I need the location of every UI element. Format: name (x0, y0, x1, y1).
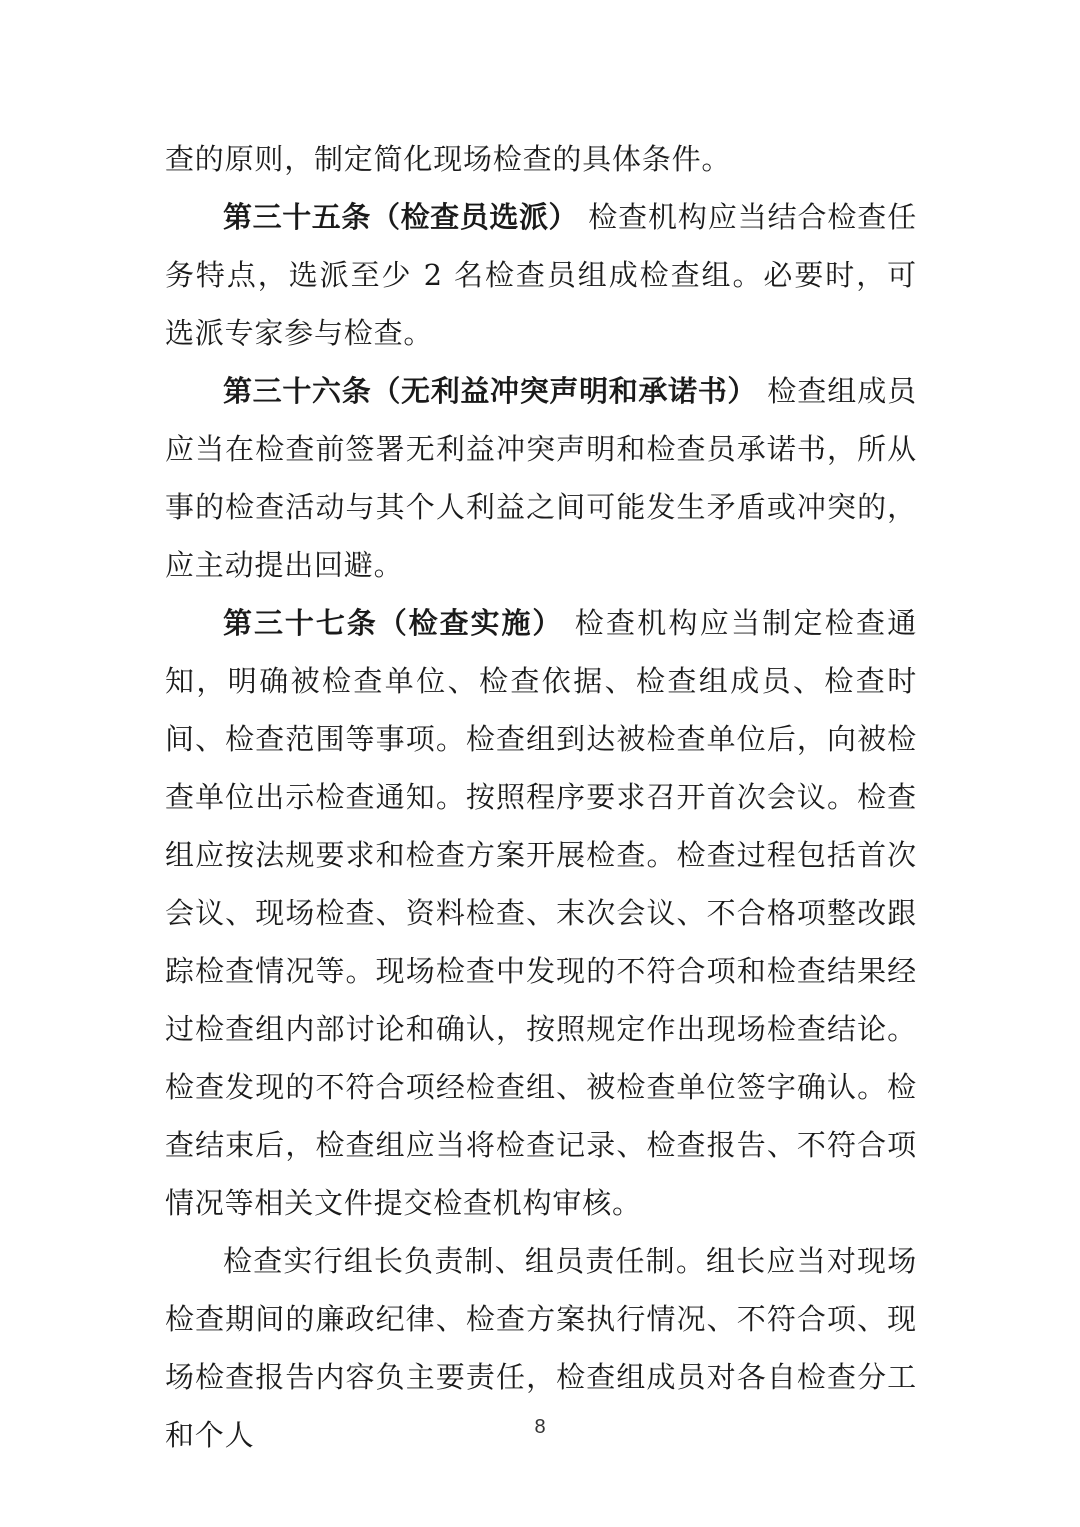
article-37-text: 检查机构应当制定检查通知，明确被检查单位、检查依据、检查组成员、检查时间、检查范围等事项。检查组到达被检查单位后，向被检查单位出示检查通知。按照程序要求召开首次会议。检查组应按法规要求和检查方案开展检查。检查过程包括首次会议、现场检查、资料检查、末次会议、不合格项整改跟踪检查情况等。现场检查中发现的不符合项和检查结果经过检查组内部讨论和确认，按照规定作出现场检查结论。检查发现的不符合项经检查组、被检查单位签字确认。检查结束后，检查组应当将检查记录、检查报告、不符合项情况等相关文件提交检查机构审核。 (165, 606, 917, 1220)
paragraph-continuation (165, 130, 917, 188)
article-35-text: 检查机构应当结合检查任务特点，选派至少 2 名检查员组成检查组。必要时，可选派专家参与检查。 (165, 200, 917, 350)
article-36-text: 检查组成员应当在检查前签署无利益冲突声明和检查员承诺书，所从事的检查活动与其个人利益之间可能发生矛盾或冲突的，应主动提出回避。 (165, 374, 917, 582)
article-35-title: 第三十五条（检查员选派） (223, 200, 579, 234)
body-text (165, 130, 917, 1464)
article-36 (165, 362, 917, 594)
page-number: 8 (534, 1416, 546, 1438)
article-35 (165, 188, 917, 362)
article-37-title: 第三十七条（检查实施） (223, 606, 564, 640)
paragraph-text: 查的原则，制定简化现场检查的具体条件。 (165, 142, 732, 176)
paragraph-text: 检查实行组长负责制、组员责任制。组长应当对现场检查期间的廉政纪律、检查方案执行情况、不符合项、现场检查报告内容负主要责任，检查组成员对各自检查分工和个人 (165, 1244, 917, 1452)
article-36-title: 第三十六条（无利益冲突声明和承诺书） (223, 374, 758, 408)
article-37 (165, 594, 917, 1232)
